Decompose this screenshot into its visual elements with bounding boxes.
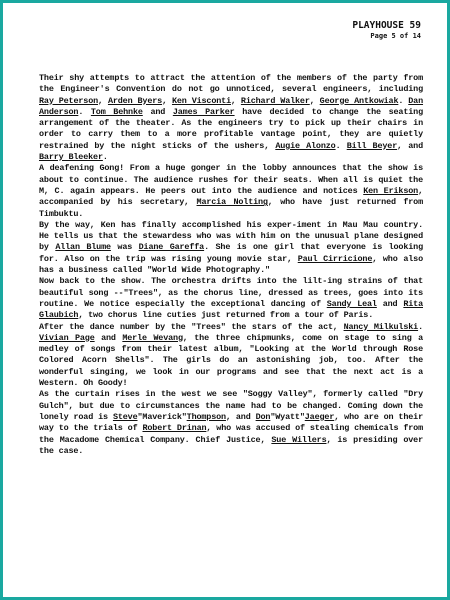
page-number: Page 5 of 14	[370, 32, 421, 40]
underlined-name: Augie Alonzo	[275, 140, 336, 151]
underlined-name: Sue Willers	[271, 434, 327, 445]
underlined-name: Jaeger	[304, 411, 335, 422]
underlined-name: Vivian Page	[39, 332, 95, 343]
underlined-name: Thompson	[186, 411, 226, 422]
paragraph: A deafening Gong! From a huge gonger in the lobby announces that the show is about to continue. The audience rushes for their seats. When all is quiet the M, C. again appears. He peers out into the audience and notices Ken Erikson, accompanied by his secretary, Marcia Nolting, who have just returned from Timbuktu.	[39, 163, 424, 219]
paragraph: By the way, Ken has finally accomplished his exper-iment in Mau Mau country. He tells us that the stewardess who was with him on the unusual plane designed by Allan Blume was Diane Gareffa. She is one girl that everyone is looking for. Also on the trip was rising young movie star, Paul Cirricione, who also has a business called "World Wide Photography."	[39, 219, 423, 276]
underlined-name: Richard Walker	[240, 95, 310, 106]
underlined-name: Don	[255, 411, 271, 422]
underlined-name: Sandy Leal	[326, 298, 377, 309]
document-title: PLAYHOUSE 59	[352, 20, 421, 31]
paragraph: Now back to the show. The orchestra drifts into the lilt-ing strains of that beautiful song --"Trees", as the chorus line, dressed as trees, goes into its routine. We notice especially the exceptional dancing of Sandy Leal and Rita Glaubich, two chorus line cuties just returned from a tour of Paris.	[39, 276, 423, 321]
underlined-name: Bill Beyer	[346, 140, 398, 151]
paragraph: Their shy attempts to attract the attention of the members of the party from the Engineer's Convention do not go unnoticed, several engineers, including Ray Peterson, Arden Byers, Ken Visconti, Richard Walker, George Antkowiak. Dan Anderson. Tom Behnke and James Parker have decided to change the seating arrangement of the theater. As the engineers try to pick up their chairs in order to carry them to a more profitable vantage point, they are quietly restrained by the night sticks of the ushers, Augie Alonzo. Bill Beyer, and Barry Bleeker.	[39, 73, 424, 163]
underlined-name: Rita Glaubich	[39, 298, 423, 321]
underlined-name: Nancy Milkulski	[343, 321, 419, 332]
underlined-name: Barry Bleeker	[39, 152, 103, 163]
underlined-name: Dan Anderson	[39, 95, 424, 117]
page-header	[352, 20, 421, 41]
underlined-name: Ken Erikson	[363, 185, 419, 196]
underlined-name: Ken Visconti	[171, 95, 231, 106]
underlined-name: Allan Blume	[55, 242, 111, 253]
underlined-name: Merle Wevang	[122, 332, 183, 343]
paragraph: As the curtain rises in the west we see "Soggy Valley", formerly called "Dry Gulch", but due to circumstances the name had to be changed. Coming down the lonely road is Steve"Maverick"Thompson, and Don"Wyatt"Jaeger, who are on their way to the trials of Robert Drinan, who was accused of stealing chemicals from the Macadome Chemical Company. Chief Justice, Sue Willers, is presiding over the case.	[39, 389, 424, 456]
document-body	[39, 73, 423, 457]
underlined-name: James Parker	[172, 106, 235, 117]
underlined-name: Arden Byers	[107, 95, 163, 106]
underlined-name: Robert Drinan	[142, 423, 207, 434]
underlined-name: Tom Behnke	[90, 106, 143, 117]
underlined-name: Marcia Nolting	[196, 197, 268, 208]
underlined-name: Diane Gareffa	[138, 242, 205, 253]
underlined-name: Ray Peterson	[39, 95, 99, 106]
underlined-name: Steve	[112, 411, 138, 422]
underlined-name: Paul Cirricione	[297, 253, 373, 264]
paragraph: After the dance number by the "Trees" the stars of the act, Nancy Milkulski. Vivian Page and Merle Wevang, the three chipmunks, come on stage to sing a medley of songs from their latest album, "Looking at the World through Rose Colored Acorn Shells". The girls do an astonishing job, too. After the wonderful singing, we look in our programs and see that the next act is a Western. Oh Goody!	[39, 321, 424, 389]
underlined-name: George Antkowiak	[319, 95, 399, 106]
